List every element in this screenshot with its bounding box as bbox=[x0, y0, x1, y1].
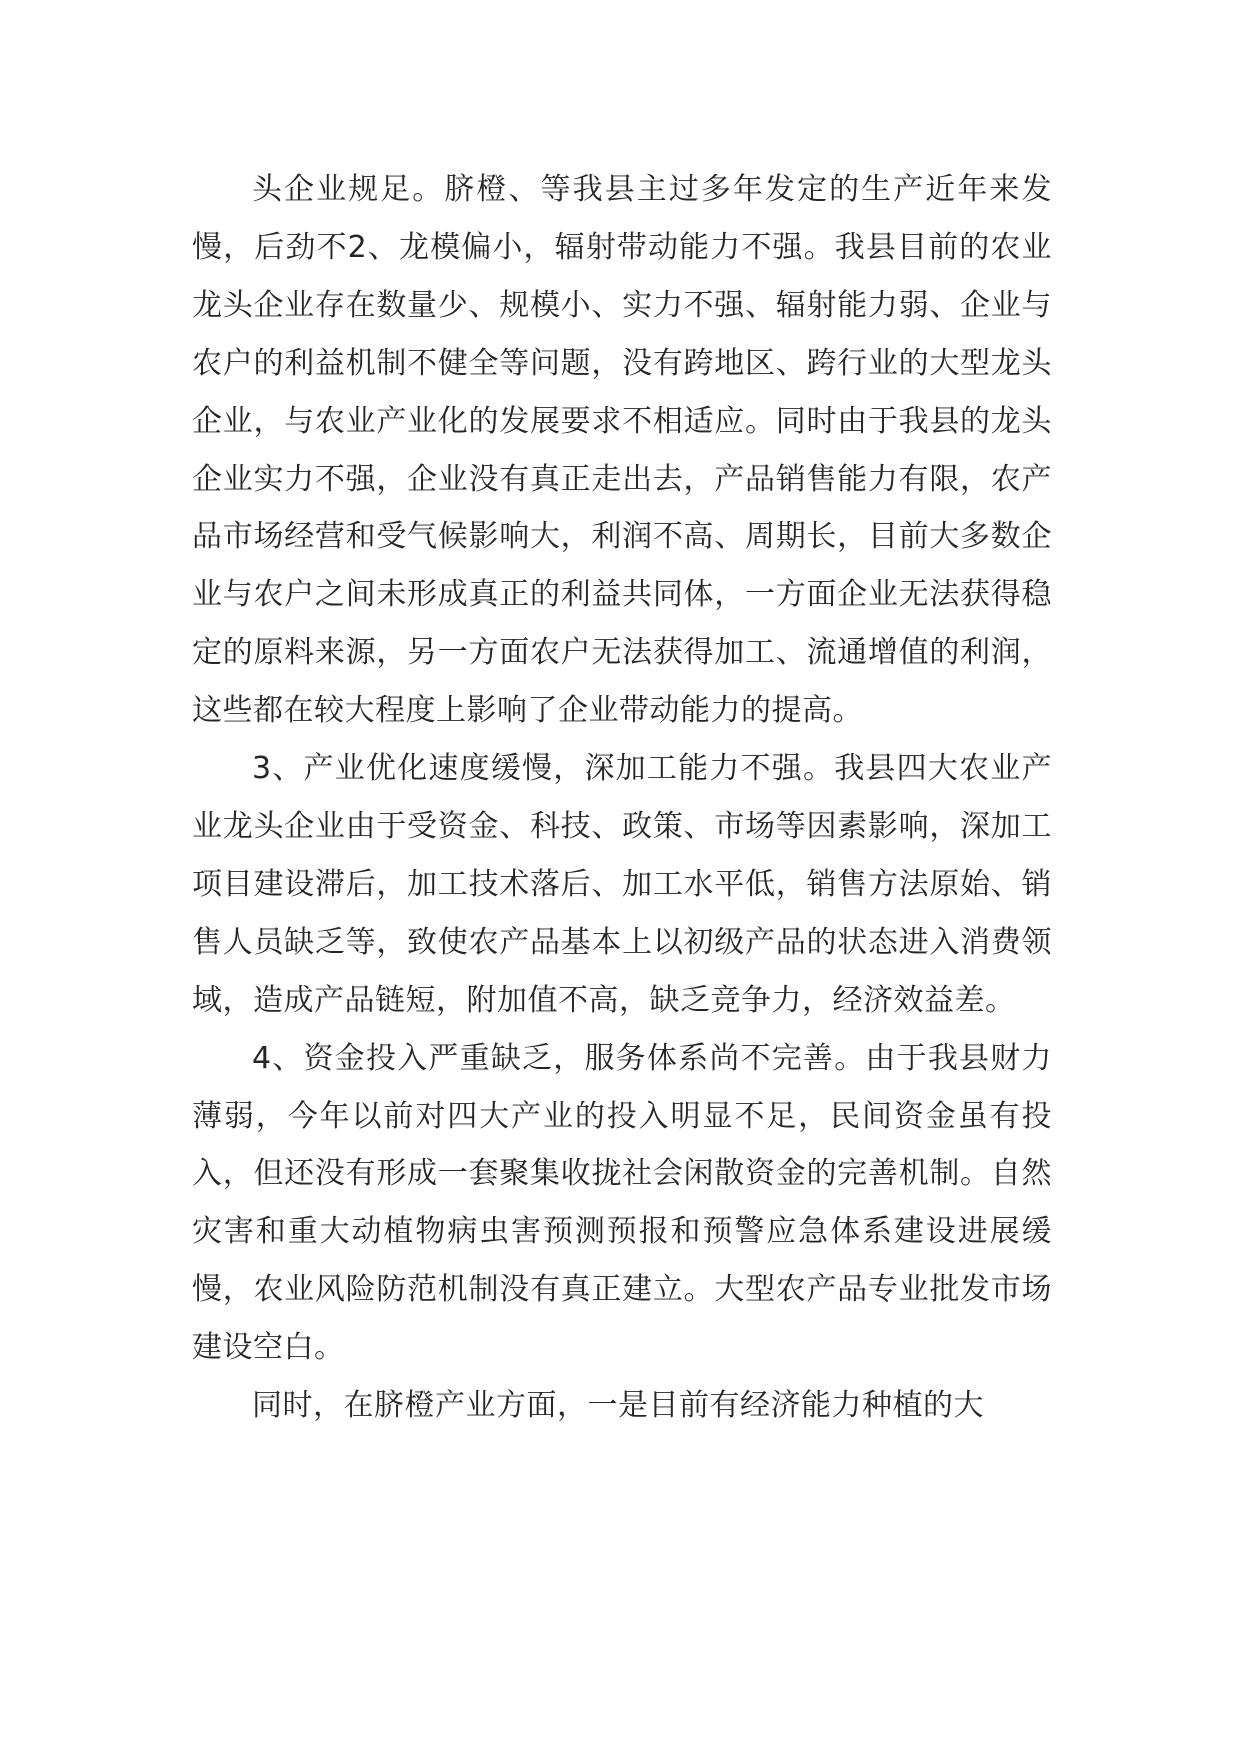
document-body bbox=[192, 161, 1052, 1435]
paragraph-1: 头企业规足。脐橙、等我县主过多年发定的生产近年来发慢，后劲不2、龙模偏小，辐射带动能力不强。我县目前的农业龙头企业存在数量少、规模小、实力不强、辐射能力弱、企业与农户的利益机制不健全等问题，没有跨地区、跨行业的大型龙头企业，与农业产业化的发展要求不相适应。同时由于我县的龙头企业实力不强，企业没有真正走出去，产品销售能力有限，农产品市场经营和受气候影响大，利润不高、周期长，目前大多数企业与农户之间未形成真正的利益共同体，一方面企业无法获得稳定的原料来源，另一方面农户无法获得加工、流通增值的利润，这些都在较大程度上影响了企业带动能力的提高。 bbox=[192, 172, 1052, 729]
paragraph-4: 同时，在脐橙产业方面，一是目前有经济能力种植的大 bbox=[252, 1388, 984, 1424]
paragraph-2: 3、产业优化速度缓慢，深加工能力不强。我县四大农业产业龙头企业由于受资金、科技、政策、市场等因素影响，深加工项目建设滞后，加工技术落后、加工水平低，销售方法原始、销售人员缺乏等，致使农产品基本上以初级产品的状态进入消费领域，造成产品链短，附加值不高，缺乏竞争力，经济效益差。 bbox=[192, 751, 1052, 1018]
paragraph-3: 4、资金投入严重缺乏，服务体系尚不完善。由于我县财力薄弱，今年以前对四大产业的投入明显不足，民间资金虽有投入，但还没有形成一套聚集收拢社会闲散资金的完善机制。自然灾害和重大动植物病虫害预测预报和预警应急体系建设进展缓慢，农业风险防范机制没有真正建立。大型农产品专业批发市场建设空白。 bbox=[192, 1040, 1052, 1366]
